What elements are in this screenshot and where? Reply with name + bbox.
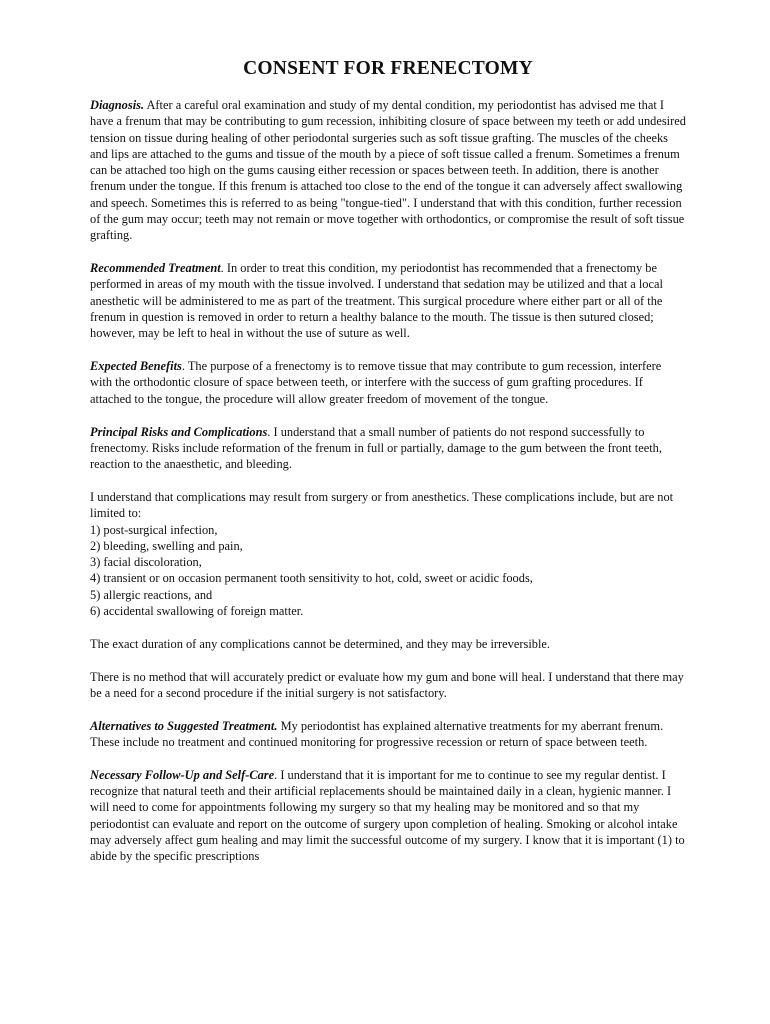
recommended-treatment-paragraph [90, 260, 686, 341]
complications-block [90, 489, 686, 619]
expected-benefits-body: . The purpose of a frenectomy is to remove tissue that may contribute to gum recession, interfere with the orthodontic closure of space between teeth, or interfere with the success of gum grafting procedures. If attached to the tongue, the procedure will allow greater freedom of movement of the tongue. [90, 359, 662, 406]
complications-list [90, 522, 686, 620]
follow-up-heading: Necessary Follow-Up and Self-Care [90, 767, 275, 782]
follow-up-paragraph [90, 767, 686, 865]
list-item: 1) post-surgical infection, [90, 522, 218, 537]
prediction-note: There is no method that will accurately predict or evaluate how my gum and bone will heal. I understand that there may be a need for a second procedure if the initial surgery is not satisfactory. [90, 669, 684, 700]
principal-risks-body: . I understand that a small number of patients do not respond successfully to frenectomy. Risks include reformation of the frenum in full or partially, damage to the gum between the front teeth, reaction to the anaesthetic, and bleeding. [90, 424, 662, 472]
list-item: 5) allergic reactions, and [90, 587, 213, 602]
alternatives-heading: Alternatives to Suggested Treatment. [90, 718, 278, 733]
diagnosis-paragraph [90, 97, 686, 244]
list-item: 4) transient or on occasion permanent tooth sensitivity to hot, cold, sweet or acidic foods, [90, 571, 533, 586]
document-title: CONSENT FOR FRENECTOMY [243, 58, 533, 79]
list-item: 2) bleeding, swelling and pain, [90, 538, 243, 553]
alternatives-body: My periodontist has explained alternative treatments for my aberrant frenum. These include no treatment and continued monitoring for progressive recession or return of space between teeth. [90, 718, 664, 749]
list-item: 3) facial discoloration, [90, 555, 202, 570]
expected-benefits-paragraph [90, 358, 686, 407]
document-page [90, 58, 686, 865]
expected-benefits-heading: Expected Benefits [90, 359, 182, 374]
list-item: 6) accidental swallowing of foreign matter. [90, 604, 304, 619]
recommended-treatment-body: . In order to treat this condition, my periodontist has recommended that a frenectomy be performed in areas of my mouth with the tissue involved. I understand that sedation may be utilized and that a local anesthetic will be administered to me as part of the treatment. This surgical procedure where either part or all of the frenum in question is removed in order to return a healthy balance to the mouth. The tissue is then sutured closed; however, may be left to heal in without the use of suture as well. [90, 261, 663, 341]
duration-note: The exact duration of any complications cannot be determined, and they may be irreversible. [90, 636, 551, 651]
principal-risks-heading: Principal Risks and Complications [90, 424, 268, 439]
complications-intro: I understand that complications may result from surgery or from anesthetics. These complications include, but are not limited to: [90, 489, 674, 521]
diagnosis-heading: Diagnosis. [90, 98, 145, 112]
principal-risks-paragraph [90, 424, 686, 473]
recommended-treatment-heading: Recommended Treatment [90, 261, 221, 276]
alternatives-paragraph [90, 718, 686, 751]
follow-up-body: . I understand that it is important for me to continue to see my regular dentist. I recognize that natural teeth and their artificial replacements should be maintained daily in a clean, hygienic manner. I will need to come for appointments following my surgery so that my healing may be monitored and so that my periodontist can evaluate and report on the outcome of surgery upon completion of healing. Smoking or alcohol intake may adversely affect gum healing and may limit the successful outcome of my surgery. I know that it is important (1) to abide by the specific prescriptions [90, 767, 685, 864]
diagnosis-body: After a careful oral examination and study of my dental condition, my periodontist has advised me that I have a frenum that may be contributing to gum recession, inhibiting closure of space between my teeth or add undesired tension on tissue during healing of other periodontal surgeries such as soft tissue grafting. The muscles of the cheeks and lips are attached to the gums and tissue of the mouth by a piece of soft tissue called a frenum. Sometimes a frenum can be attached too high on the gums causing either recession or spaces between teeth. In addition, there is another frenum under the tongue. If this frenum is attached too close to the end of the tongue it can adversely affect swallowing and speech. Sometimes this is referred to as being "tongue-tied". I understand that with this condition, further recession of the gum may occur; teeth may not remain or move together with orthodontics, or compromise the result of soft tissue grafting. [90, 98, 686, 243]
